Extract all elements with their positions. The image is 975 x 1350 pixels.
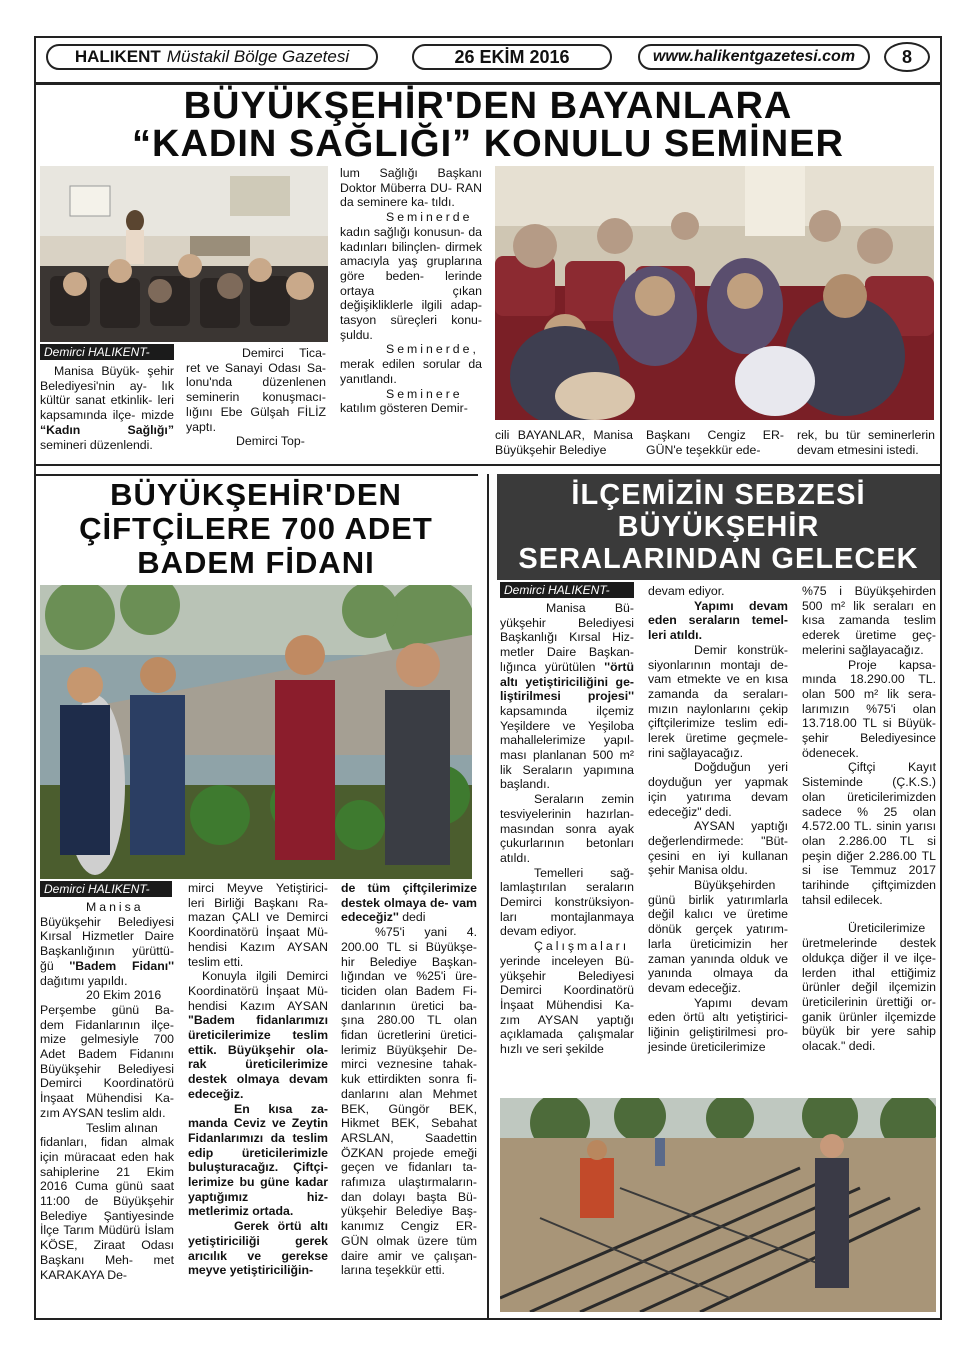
bold-phrase: liştirilmesi projesi'' [500,689,634,704]
greenhouse-construction-photo [500,1098,936,1312]
text-line: fidan ücretlerini üretici- [341,1028,477,1043]
article3-column-3 [802,584,936,1054]
text-line: mızın naylonlarını çekip [648,701,788,716]
text-line: üretmelerinde destek [802,936,936,951]
text-line: fidanları, fidan almak [40,1135,174,1150]
text-line: rini sağlayacağız. [648,745,744,760]
text-line: yanıtlandı. [340,371,397,386]
text-line: lerek üretime geçmele- [648,731,788,746]
text-line: tahsil edilecek. [802,892,883,907]
text-line: için müracaat eden hak [40,1149,174,1164]
text-line: AYSAN yaptığı [694,819,788,834]
text-line: Belediye Şantiyesinde [40,1208,174,1223]
text-line: Odası Başkanı Meh- [40,1238,175,1267]
text-line: ması planlanan 500 m² [500,748,634,763]
article1-column-2 [186,346,326,449]
article2-dateline-tag: Demirci HALIKENT- [40,881,172,897]
text-line: zaman yanında olduk [648,951,770,966]
text-line: larımızın %75'i olan [802,701,936,716]
article1-column-1 [40,364,174,452]
text-line: şehir Belediyesince [802,731,936,746]
bold-phrase: kadar yaptığımız hiz- [188,1175,328,1204]
bold-phrase: destek olmaya de- [341,895,449,910]
text-line: Kırsal Hizmetler Daire [40,929,174,944]
text-line: %75 i Büyükşehirden [802,584,936,598]
text-line: Yeşildere ve Yeşiloba [500,718,634,733]
bold-phrase: eden seraların temel- [648,613,788,628]
text-line: değil kalıcı ve üretime [648,907,788,922]
text-line: Proje kapsa- [848,657,936,672]
text-line: lum Sağlığı Başkanı [340,166,482,180]
text-line: danlarının üretici ba- [341,998,477,1013]
text-line: mazan ÇALI ve Demirci [188,910,328,925]
text-line: eden örtü altı yetiştirici- [648,1010,788,1025]
text-line: Seminere [386,386,463,401]
text-line: mahallelerimize yapıl- [500,733,634,748]
text-line: Hikmet BEK, Sebahat [341,1116,477,1131]
text-line: lerden ithal ettiğimiz [802,965,936,980]
text-line: 200.00 TL si Büyükşe- [341,939,477,954]
article2-column-3 [341,881,477,1278]
bold-phrase: "Badem fidanlarımızı [188,1013,328,1028]
paper-title-pill [46,44,378,70]
text-line: dedi [402,910,426,925]
text-line: ğü [40,958,54,973]
text-line: Demir konstrük- [694,642,788,657]
text-line: sahiplerine 21 Ekim [40,1164,174,1179]
article2-headline-line2: ÇİFTÇİLERE 700 ADET [79,511,433,546]
text-line: şuldu. [340,327,373,342]
bold-phrase: Fidanlarımızı da teslim [188,1130,328,1145]
text-line: dirmek amacıyla yaş [340,239,482,269]
text-line: Teslim alınan [86,1120,158,1135]
text-line: devam etmesini istedi. [797,442,919,457]
text-line: dağıtımı yapıldı. [40,973,128,988]
text-line: edeceğiz" dedi. [648,804,732,819]
text-line: ganik ürünler ilçemizde [802,1009,936,1024]
text-line: mirci Meyve Yetiştirici- [188,881,328,895]
text-line: jesinde üreticilerimize [648,1039,766,1054]
text-line: 11:00 de Büyükşehir [40,1194,174,1209]
text-line: liğinin geliştirilmesi pro- [648,1025,788,1040]
text-line: yükşehir Belediye Baş- [341,1204,477,1219]
text-line: şehir Belediyesi'nin ay- [40,364,174,393]
text-line: Koordinatörü İnşaat Mü- [188,925,328,940]
article3-column-2 [648,584,788,1055]
text-line: da kadınları bilinçlen- [340,224,483,254]
text-line: lonu'nda düzenlenen [186,375,326,390]
text-line: İslam KÖSE, Ziraat [40,1223,174,1253]
text-line: zamanda da seraları- [648,686,788,701]
text-line: değerlendirmede: "Büt- [648,833,788,848]
article1-column-3 [340,166,482,416]
text-line: GÜN'e teşekkür ede- [646,442,761,457]
bold-phrase: altı yetiştiriciliğini ge- [500,674,634,689]
article1-column-5 [646,428,784,457]
text-line: larına teşekkür etti. [341,1263,445,1278]
text-line: si peşin diğer 2.286.00 [802,833,936,863]
text-line: Perşembe günü Ba- [40,1002,174,1017]
text-line: hir Belediye Başkan- [341,954,477,969]
text-line: masından sonra ayak [500,821,634,836]
text-line: İnşaat Mühendisi Ka- [40,1091,174,1106]
article1-headline-line1: BÜYÜKŞEHİR'DEN BAYANLARA [183,85,793,127]
text-line: Konuyla ilgili Demirci [202,969,328,984]
text-line: dem Fidanlarının ilçe- [40,1017,174,1032]
article1-headline-line2: “KADIN SAĞLIĞI” KONULU SEMİNER [132,123,844,165]
text-line: günü birlik yatırımlarla [648,892,788,907]
text-line: cili BAYANLAR, Manisa [495,428,633,442]
text-line: yükşehir Belediyesi [500,968,634,983]
text-line: İlçe Tarım Müdürü [40,1223,141,1238]
text-line: katılım gösteren Demir- [340,401,468,416]
text-line: lığını Ebe Gülşah FİLİZ [186,404,326,419]
page-number: 8 [884,42,930,72]
text-line: Demirci Tica- [242,346,326,360]
paper-name: HALIKENT [74,47,161,66]
text-line: yükşehir Belediyesi [500,615,634,630]
bold-phrase: üreticilerimize teslim [188,1028,328,1043]
text-line: lığınca yürütülen [500,659,596,674]
text-line: devam edeceğiz. [648,980,741,995]
text-line: lerimiz Büyükşehir De- [341,1042,477,1057]
text-line: Yapımı devam [694,995,788,1010]
bold-phrase: rak üreticilerimize [188,1057,328,1072]
text-line: lık kültür sanat etkinlik- [40,378,175,408]
text-line: Adet Badem Fidanını [40,1047,174,1062]
text-line: daire amir ve çalışan- [341,1248,477,1263]
text-line: larla üreticimizin her [648,936,788,951]
text-line: Çiftçi Kayıt [848,760,936,775]
text-line: hendisi Kazım AYSAN [188,939,328,954]
text-line: Manisa [86,900,144,914]
text-line: metler Daire Başkan- [500,645,634,660]
text-line: kanımız Cengiz ER- [341,1219,477,1234]
text-line: Manisa Bü- [546,601,634,615]
text-line: oldukça diğer il ve ilçe- [802,950,936,965]
text-line: devam ediyor. [500,924,577,939]
text-line: TL si ise Temmuz 2017 [802,848,936,878]
text-line: lik Seraların yapımına [500,762,634,777]
page-header [34,38,942,76]
text-line: ve yanında olmaya da [648,951,788,981]
text-line: ticiden olan Badem Fi- [341,983,477,998]
article3-headline-box [497,474,940,580]
text-line: Demirci Koordinatörü [40,1076,174,1091]
text-line: çiftçilerimize teslim edi- [648,716,788,731]
text-line: değişikliklerle ilgili adap- [340,298,482,313]
text-line: seminerin konuşmacı- [186,390,326,405]
article1-column-6 [797,428,935,457]
text-line: Sisteminde (Ç.K.S.) [802,775,936,790]
bold-phrase: Gerek örtü altı [234,1219,328,1234]
text-line: 20 Ekim 2016 [86,988,162,1003]
text-line: tıldı. [431,195,455,210]
text-line: siyonlarının montajı de- [648,657,788,672]
article3-dateline-tag: Demirci HALIKENT- [500,582,634,598]
text-line: GÜN olmak üzere tüm [341,1233,477,1248]
text-line: kapsamında ilçemiz [500,703,634,718]
text-line: Doğduğun yeri [694,760,788,775]
text-line: lamlaştırılan seraların [500,880,634,895]
text-line: Başkanlığının yürüttü- [40,944,174,959]
text-line: atıldı. [500,850,531,865]
bold-phrase: manda Ceviz ve Zeytin [188,1116,328,1131]
bold-phrase: yetiştiriciliği gerek [188,1233,328,1248]
text-line: açıklamada çalışmalar [500,1027,634,1042]
text-line: leri Birliği Başkanı Ra- [188,895,328,910]
text-line: Başkanlığı Kırsal Hiz- [500,630,634,645]
text-line: melerini sağlayacağız. [802,642,924,657]
article2-headline-line1: BÜYÜKŞEHİR'DEN [110,477,402,512]
text-line: yerinde inceleyen Bü- [500,953,634,968]
bold-phrase: leri atıldı. [648,628,702,643]
seminar-room-photo [40,166,328,342]
text-line: merak edilen sorular da [340,357,482,372]
text-line: sadece % 25 olan [802,804,936,819]
text-line: 13.718.00 TL si Büyük- [802,716,936,731]
bold-phrase: metlerimiz ortada. [188,1204,294,1219]
article1-bottom-rule [36,464,940,466]
text-line: Çalışmaları [534,939,630,954]
text-line: mize gelmesiyle 700 [40,1032,174,1047]
text-line: tasyon süreçleri konu- [340,313,482,328]
text-line: semineri düzenlendi. [40,437,153,452]
text-line: ederek üretime geç- [802,628,936,643]
text-line: üreticilerinin ürettiği or- [802,994,936,1009]
bold-phrase: edeceğiz. [188,1086,244,1101]
text-line: Üreticilerimize [848,921,926,936]
text-line: rek, bu tür seminerlerin [797,428,935,442]
text-line: Demirci Top- [236,434,305,449]
text-line: lerinde ortaya çıkan [340,268,482,298]
text-line: tesviyelerinin hazırlan- [500,806,634,821]
text-line: tarihinde çiftçimizden [802,878,936,893]
article2-column-1 [40,900,174,1282]
text-line: Seminerde, [386,342,479,357]
text-line: 500 m² lik seraları en [802,598,936,613]
text-line: Temelleri sağ- [534,865,634,880]
text-line: Doktor Müberra DU- [340,180,452,195]
text-line: leri kapsamında ilçe- [40,393,174,423]
article3-headline-line2: BÜYÜKŞEHİR [617,510,820,543]
website-link[interactable]: www.halikentgazetesi.com [638,44,870,70]
text-line: zım AYSAN yaptığı [500,1012,634,1027]
bold-phrase: buluşturacağız. Çiftçi- [188,1160,328,1175]
text-line: 4.572.00 TL. sinin [802,819,902,834]
issue-date: 26 EKİM 2016 [412,44,612,70]
text-line: Demirci konstrüksiyon- [500,895,634,910]
bold-phrase: destek olmaya devam [188,1072,328,1087]
text-line: 2016 Cuma günü saat [40,1179,174,1194]
text-line: olan 500 m² lik sera- [802,686,936,701]
text-line: doyduğun yer yapmak [648,775,788,790]
bold-phrase: edip üreticilerimizle [188,1145,328,1160]
text-line: BEK, Güngör BEK, [341,1101,477,1116]
text-line: teslim etti. [188,954,244,969]
text-line: zım AYSAN teslim aldı. [40,1105,166,1120]
bold-phrase: de tüm çiftçilerimize [341,881,477,895]
bold-phrase: “Kadın Sağlığı” [40,422,174,437]
bold-phrase: ''örtü [604,659,635,674]
paper-subtitle: Müstakil Bölge Gazetesi [166,47,350,66]
article1-column-4 [495,428,633,457]
text-line: Koordinatörü İnşaat Mü- [188,983,328,998]
text-line: İnşaat Mühendisi Ka- [500,997,634,1012]
text-line: ret ve Sanayi Odası Sa- [186,360,326,375]
text-line: şına 280.00 TL olan [341,1013,477,1028]
text-line: RAN da seminere ka- [340,180,482,210]
bold-phrase: arıcılık ve gerekse [188,1248,328,1263]
text-line: Büyükşehir Belediyesi [40,1061,174,1076]
almond-saplings-group-photo [40,585,472,879]
text-line: Demirci Koordinatörü [500,983,634,998]
bold-phrase: En kısa za- [234,1101,328,1116]
text-line: çesini en iyi kullanan [648,848,788,863]
text-line: dan dolayı başta Bü- [341,1189,477,1204]
text-line: lığından ve %25'i üre- [341,969,477,984]
text-line: mizde [141,408,174,423]
text-line: kadın sağlığı konusun- [340,224,465,239]
article1-dateline-tag: Demirci HALIKENT- [40,344,174,360]
text-line: hızlı ve seri şekilde [500,1042,604,1057]
text-line: Manisa Büyük- [54,364,140,378]
text-line: yarısı olan 2.286.00 TL [802,819,936,848]
text-line: Büyükşehir Belediye [495,442,607,457]
text-line: hendisi Kazım AYSAN [188,998,328,1013]
text-line: kuk ettirdikten sonra fi- [341,1072,477,1087]
article3-column-1 [500,601,634,1057]
text-line: mirci veznesine tahak- [341,1057,477,1072]
bold-phrase: ettik. Büyükşehir ola- [188,1042,328,1057]
text-line: %75'i yani 4. [375,925,477,940]
text-line: Büyükşehirden [694,878,776,893]
article2-frame-left [36,474,478,476]
text-line: Büyükşehir Belediyesi [40,914,174,929]
text-line: büyük bir yere sahip [802,1024,936,1039]
article3-headline-line3: SERALARINDAN GELECEK [518,542,919,575]
bold-phrase: vam edeceğiz'' [341,895,477,925]
text-line: şehir Manisa oldu. [648,863,748,878]
text-line: çukurlarının betonları [500,836,634,851]
text-line: devam ediyor. [648,584,725,598]
bold-phrase: lerimize bu güne [188,1175,290,1190]
text-line: dönük gerçek yatırım- [648,922,788,937]
text-line: vam etmekte ve en kısa [648,672,788,687]
audience-women-photo [495,166,934,420]
text-line: Seraların zemin [534,792,634,807]
text-line: rafımıza ulaştırmaların- [341,1175,477,1190]
text-line: Başkanı Cengiz ER- [646,428,784,442]
text-line: mında 18.290.00 TL. [802,672,936,687]
article2-headline-line3: BADEM FİDANI [137,545,375,580]
text-line: ürünler değil ilçemizin [802,980,936,995]
text-line: ları montajlanmaya [500,909,634,924]
text-line: için yatırıma devam [648,789,788,804]
article2-column-2 [188,881,328,1278]
text-line: başlandı. [500,777,550,792]
text-line: ÖZKAN projede emeği [341,1145,477,1160]
text-line: ödenecek. [802,745,859,760]
text-line: olan üreticilerimizden [802,789,936,804]
bold-phrase: ''Badem Fidanı'' [69,958,174,973]
text-line: met KARAKAYA De- [40,1252,174,1282]
text-line: yaptı. [186,419,217,434]
text-line: ARSLAN, Saadettin [341,1130,477,1145]
text-line: kısa zamanda teslim [802,613,936,628]
text-line: olacak." dedi. [802,1039,876,1054]
article3-headline-line1: İLÇEMİZİN SEBZESİ [571,479,866,511]
text-line: danlarını alan Mehmet [341,1086,477,1101]
article-divider-vertical [487,474,489,1318]
text-line: geçen ve fidanları ta- [341,1160,477,1175]
bold-phrase: Yapımı devam [694,598,788,613]
text-line: gruplarına göre beden- [340,254,482,283]
bold-phrase: meyve yetiştiriciliğin- [188,1263,314,1278]
text-line: Seminerde [386,210,473,225]
